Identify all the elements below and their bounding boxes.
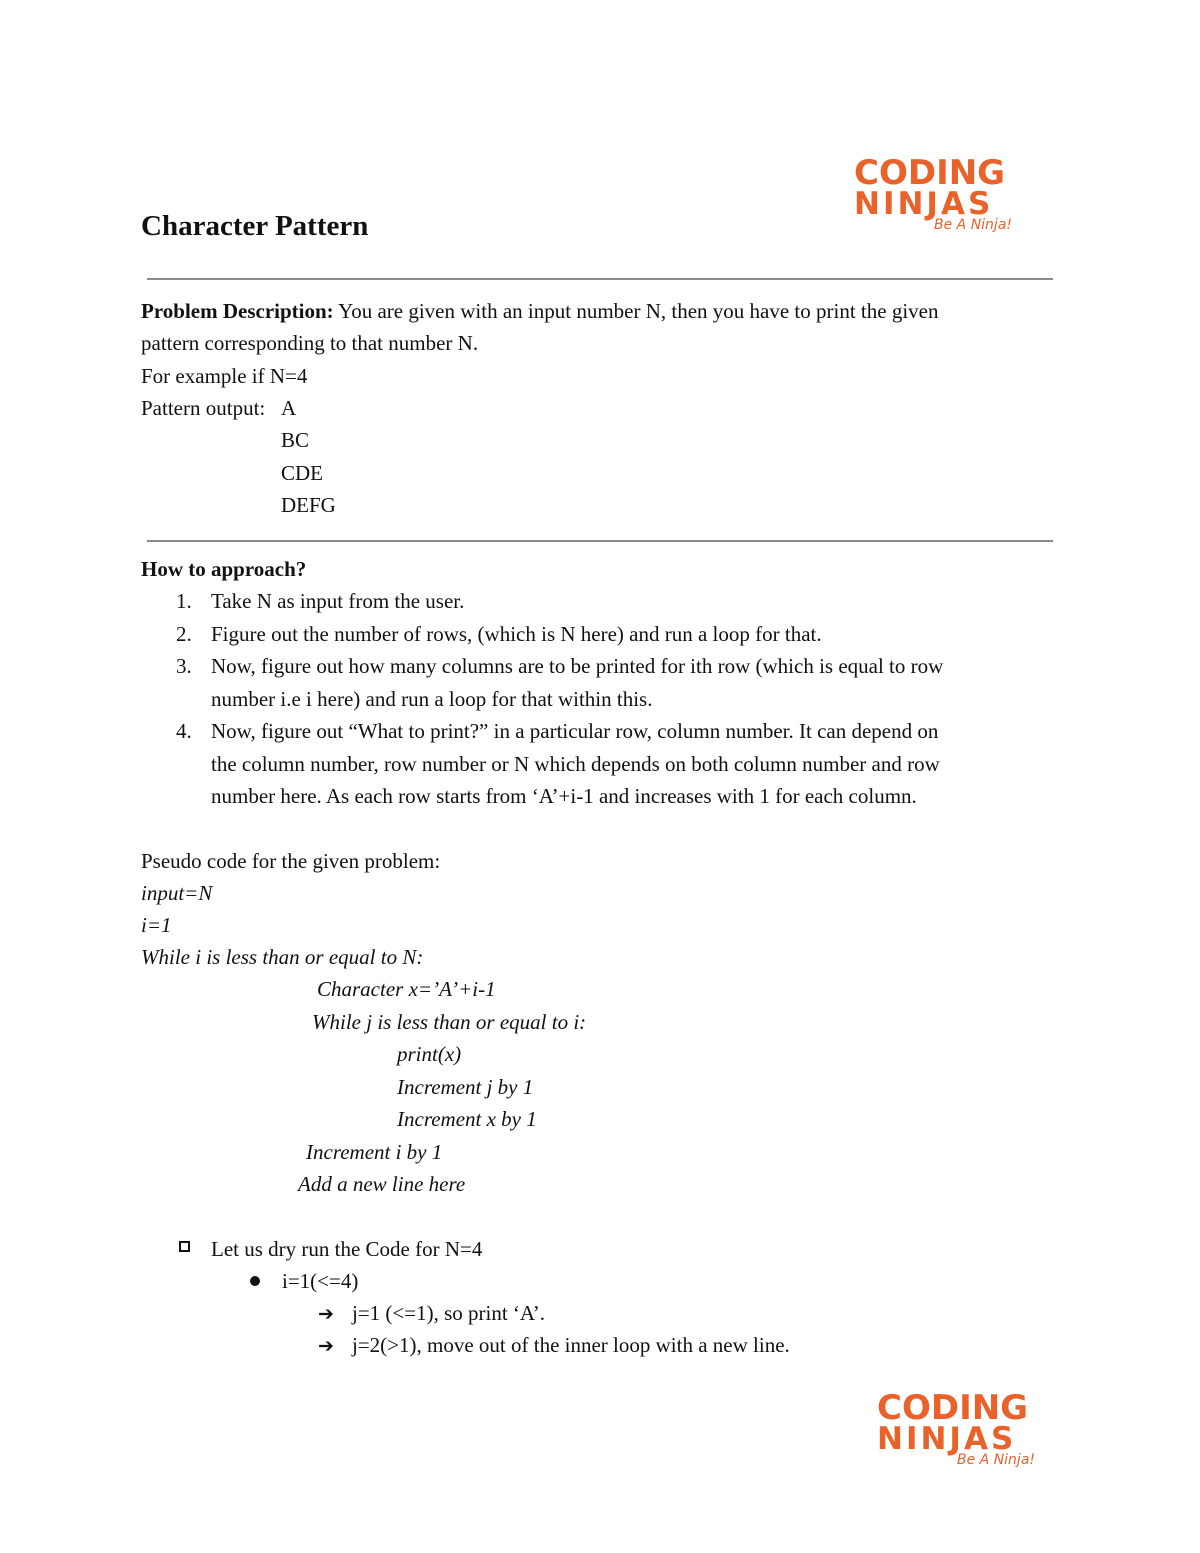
problem-description-line1 bbox=[141, 295, 939, 327]
coding-ninjas-logo bbox=[852, 150, 1028, 232]
step-text: Now, figure out how many columns are to be printed for ith row (which is equal to row bbox=[211, 654, 944, 678]
step-text: the column number, row number or N which depends on both column number and row bbox=[211, 752, 940, 776]
pseudo-code-line: Add a new line here bbox=[298, 1172, 466, 1196]
dry-run-heading: Let us dry run the Code for N=4 bbox=[211, 1237, 483, 1261]
pseudo-code-line: print(x) bbox=[397, 1042, 462, 1066]
round-bullet-icon bbox=[250, 1276, 260, 1286]
pattern-row: CDE bbox=[281, 461, 323, 485]
approach-heading bbox=[141, 553, 306, 585]
pseudo-code-line: Character x=’A’+i-1 bbox=[317, 977, 496, 1001]
logo-tagline: Be A Ninja! bbox=[957, 1452, 1036, 1467]
divider-top bbox=[147, 278, 1053, 280]
logo-line2: NINJAS bbox=[854, 186, 994, 222]
problem-text1: You are given with an input number N, then you have to print the given bbox=[333, 299, 939, 323]
logo-line1: CODING bbox=[854, 153, 1006, 193]
pseudo-code-line: i=1 bbox=[141, 913, 172, 937]
pattern-row: A bbox=[281, 396, 297, 420]
step-text: Take N as input from the user. bbox=[211, 589, 465, 613]
pattern-row: DEFG bbox=[281, 493, 336, 517]
problem-description-line2: pattern corresponding to that number N. bbox=[141, 331, 479, 355]
step-number: 2. bbox=[176, 622, 192, 646]
approach-heading-text: How to approach? bbox=[141, 557, 307, 581]
coding-ninjas-logo-footer bbox=[875, 1385, 1051, 1467]
pseudo-code-line: While j is less than or equal to i: bbox=[312, 1010, 587, 1034]
dry-run-subitem: j=1 (<=1), so print ‘A’. bbox=[352, 1301, 546, 1325]
page-title: Character Pattern bbox=[141, 210, 369, 242]
coding-ninjas-logo-mark bbox=[852, 150, 1028, 232]
divider-middle bbox=[147, 540, 1053, 542]
step-number: 4. bbox=[176, 719, 192, 743]
example-text: For example if N=4 bbox=[141, 364, 308, 388]
step-text: number here. As each row starts from ‘A’+i-1 and increases with 1 for each column. bbox=[211, 784, 917, 808]
dry-run-subitem: j=2(>1), move out of the inner loop with a new line. bbox=[352, 1333, 790, 1357]
step-number: 1. bbox=[176, 589, 192, 613]
pseudo-code-line: Increment x by 1 bbox=[397, 1107, 537, 1131]
coding-ninjas-logo-mark bbox=[875, 1385, 1051, 1467]
dry-run-item: i=1(<=4) bbox=[282, 1269, 359, 1293]
pseudo-code-line: input=N bbox=[141, 881, 213, 905]
step-text: Now, figure out “What to print?” in a particular row, column number. It can depend on bbox=[211, 719, 939, 743]
arrow-bullet-icon: ➔ bbox=[318, 1303, 334, 1325]
step-text: Figure out the number of rows, (which is N here) and run a loop for that. bbox=[211, 622, 822, 646]
logo-line1: CODING bbox=[877, 1388, 1029, 1428]
pseudo-code-intro: Pseudo code for the given problem: bbox=[141, 849, 441, 873]
checkbox-bullet-icon bbox=[179, 1241, 190, 1252]
pseudo-code-line: Increment j by 1 bbox=[397, 1075, 534, 1099]
pattern-row: BC bbox=[281, 428, 310, 452]
logo-line2: NINJAS bbox=[877, 1421, 1017, 1457]
step-text: number i.e i here) and run a loop for that within this. bbox=[211, 687, 653, 711]
pattern-output-label: Pattern output: bbox=[141, 396, 266, 420]
logo-tagline: Be A Ninja! bbox=[934, 217, 1013, 232]
step-number: 3. bbox=[176, 654, 192, 678]
problem-label: Problem Description: bbox=[141, 299, 334, 323]
pseudo-code-line: While i is less than or equal to N: bbox=[141, 945, 424, 969]
arrow-bullet-icon: ➔ bbox=[318, 1335, 334, 1357]
pseudo-code-line: Increment i by 1 bbox=[306, 1140, 443, 1164]
